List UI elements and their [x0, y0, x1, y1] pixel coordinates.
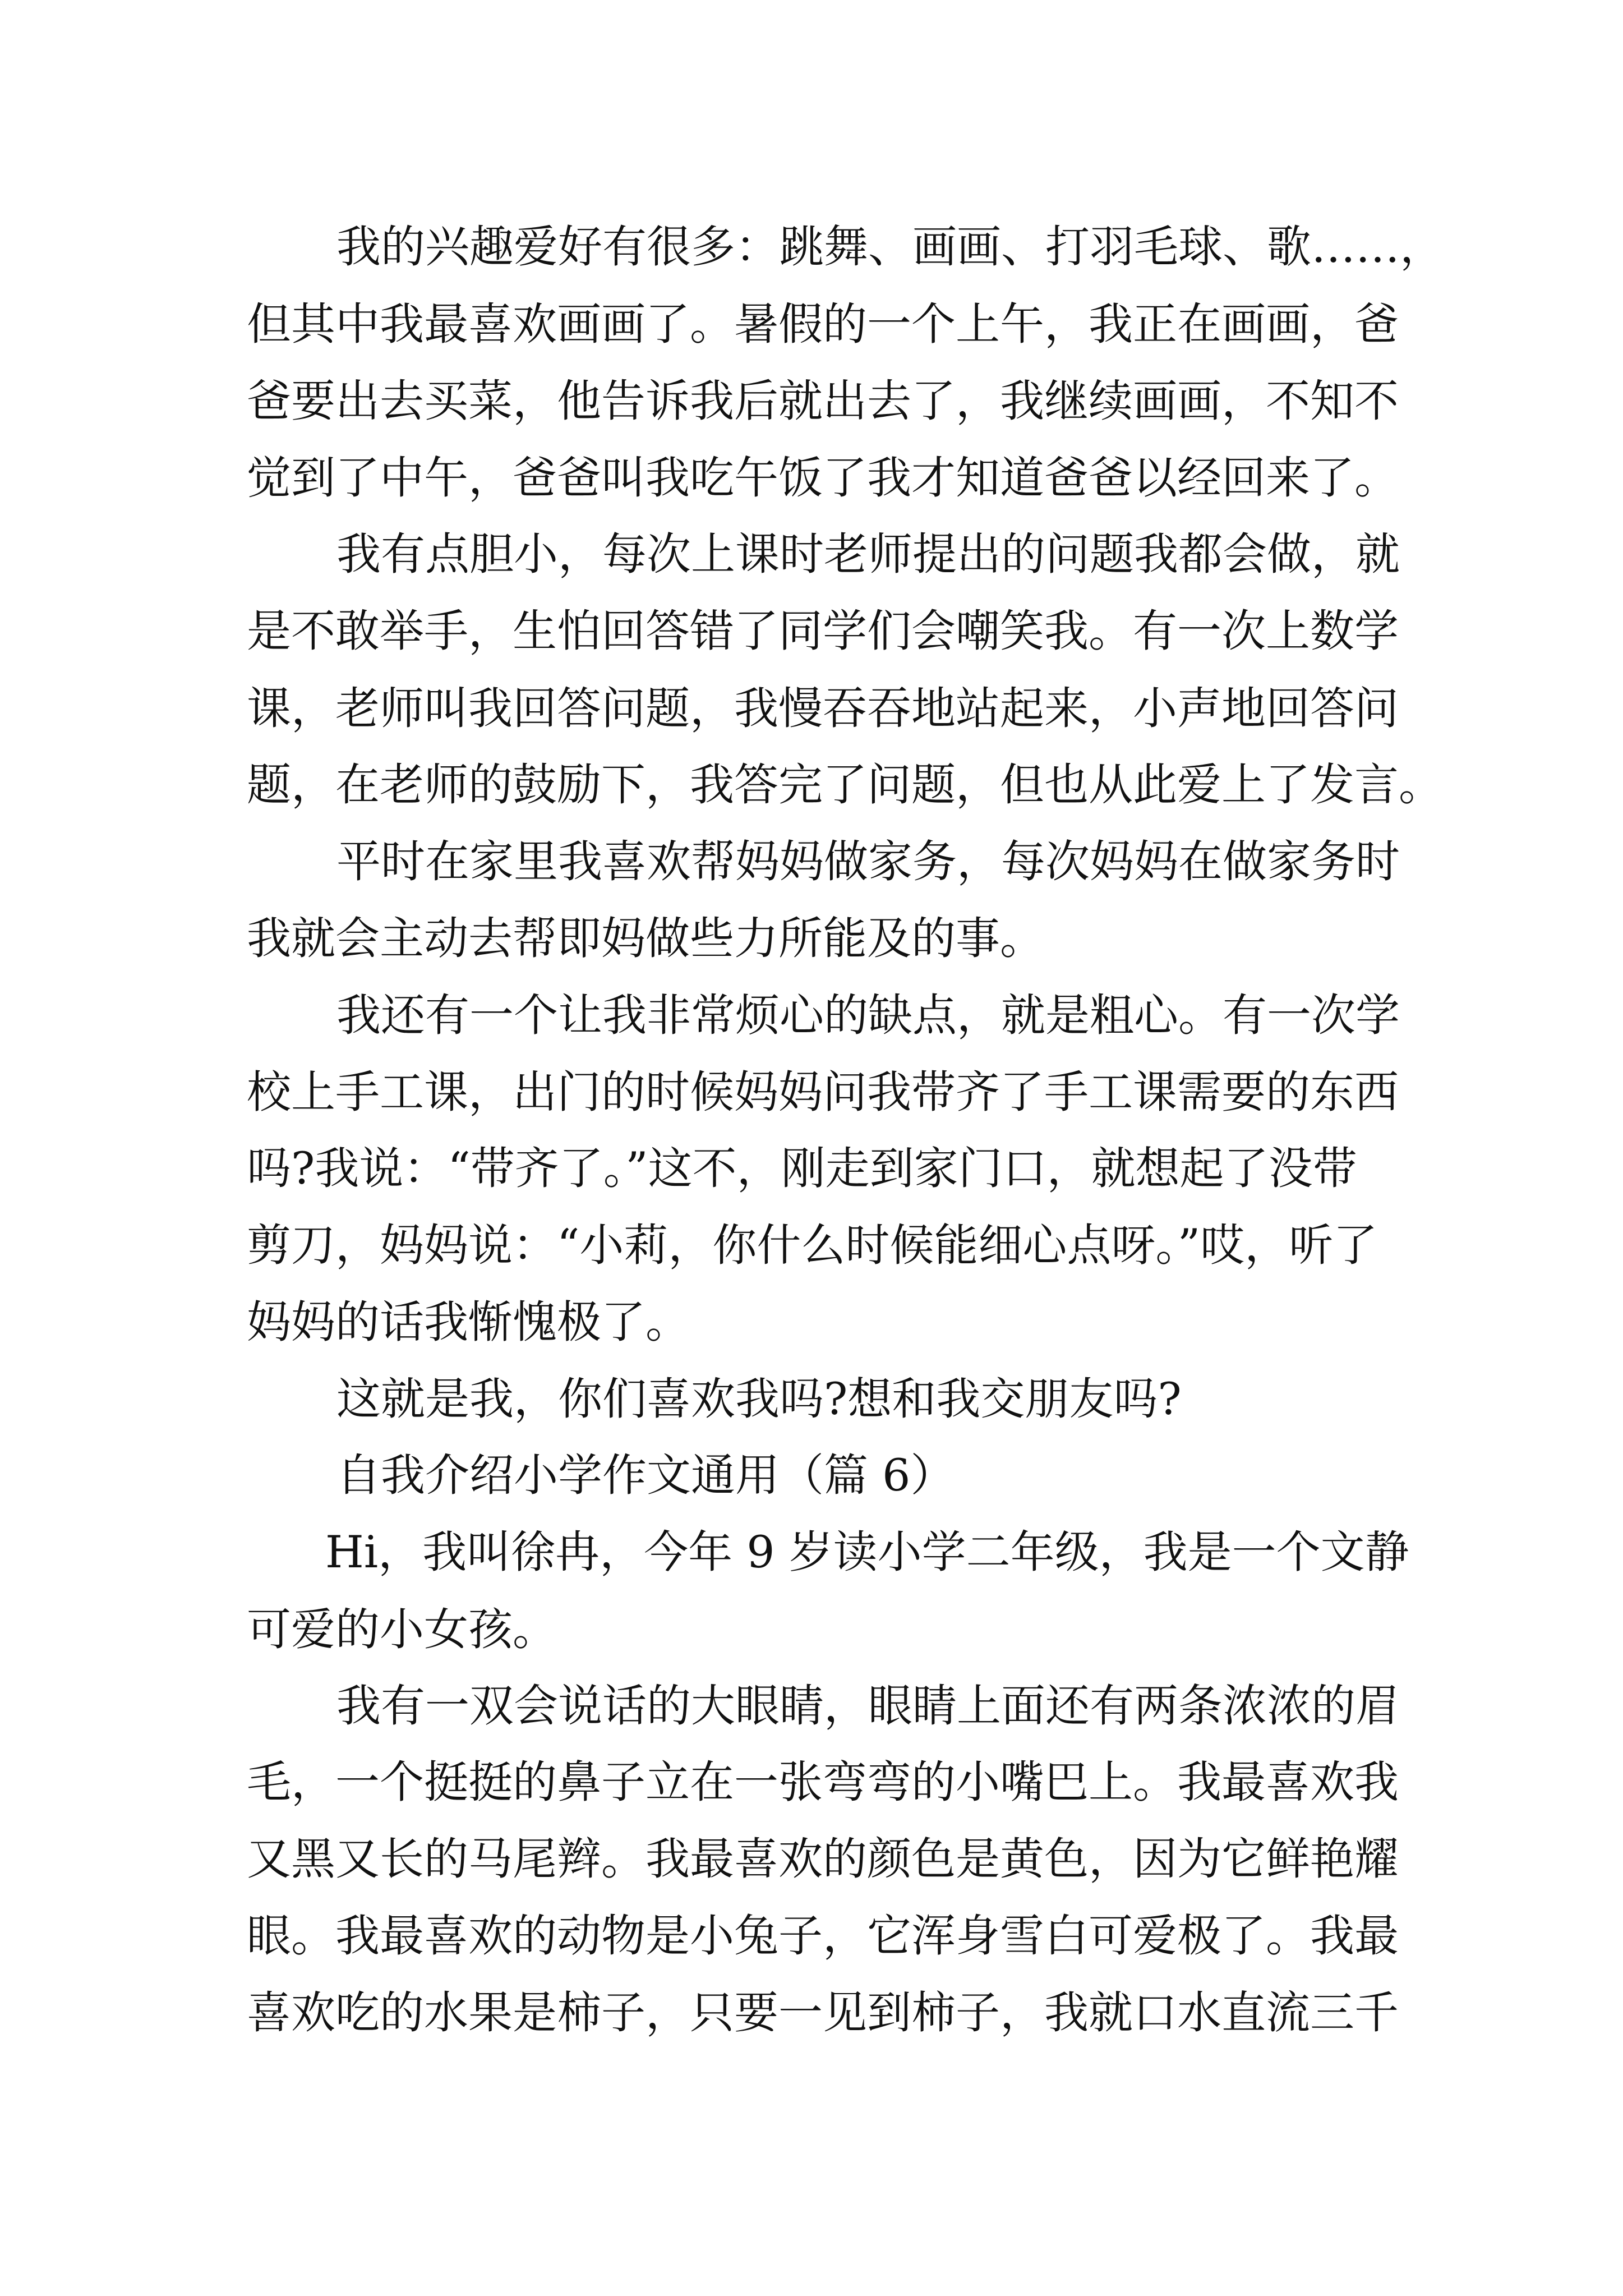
- text-line: 剪刀，妈妈说：“小莉，你什么时候能细心点呀。”哎，听了: [247, 1220, 1378, 1271]
- text-line: 题，在老师的鼓励下，我答完了问题，但也从此爱上了发言。: [247, 759, 1443, 811]
- text-line: Hi，我叫徐冉，今年 9 岁读小学二年级，我是一个文静: [325, 1526, 1409, 1578]
- text-line: 眼。我最喜欢的动物是小兔子，它浑身雪白可爱极了。我最: [247, 1910, 1399, 1962]
- text-line: 课，老师叫我回答问题，我慢吞吞地站起来，小声地回答问: [247, 683, 1399, 734]
- text-line: 吗?我说：“带齐了。”这不，刚走到家门口，就想起了没带: [247, 1143, 1357, 1194]
- text-line: 可爱的小女孩。: [247, 1604, 557, 1655]
- text-line: 我的兴趣爱好有很多：跳舞、画画、打羽毛球、歌……，: [336, 221, 1444, 273]
- text-line: 我就会主动去帮即妈做些力所能及的事。: [247, 913, 1044, 964]
- text-line: 喜欢吃的水果是柿子，只要一见到柿子，我就口水直流三千: [247, 1987, 1399, 2039]
- text-line: 是不敢举手，生怕回答错了同学们会嘲笑我。有一次上数学: [247, 605, 1399, 657]
- text-line: 我有一双会说话的大眼睛，眼睛上面还有两条浓浓的眉: [336, 1680, 1400, 1732]
- text-line: 爸要出去买菜，他告诉我后就出去了，我继续画画，不知不: [247, 375, 1399, 427]
- text-line: 毛，一个挺挺的鼻子立在一张弯弯的小嘴巴上。我最喜欢我: [247, 1756, 1399, 1808]
- text-line: 但其中我最喜欢画画了。暑假的一个上午，我正在画画，爸: [247, 298, 1399, 350]
- text-line: 妈妈的话我惭愧极了。: [247, 1296, 690, 1348]
- section-heading: 自我介绍小学作文通用（篇 6）: [336, 1450, 955, 1501]
- text-line: 平时在家里我喜欢帮妈妈做家务，每次妈妈在做家务时: [336, 836, 1400, 887]
- text-line: 又黑又长的马尾辫。我最喜欢的颜色是黄色，因为它鲜艳耀: [247, 1833, 1399, 1885]
- text-line: 这就是我，你们喜欢我吗?想和我交朋友吗?: [336, 1373, 1182, 1425]
- text-line: 我有点胆小，每次上课时老师提出的问题我都会做，就: [336, 528, 1400, 580]
- text-line: 觉到了中午，爸爸叫我吃午饭了我才知道爸爸以经回来了。: [247, 452, 1399, 504]
- text-line: 校上手工课，出门的时候妈妈问我带齐了手工课需要的东西: [247, 1066, 1399, 1118]
- text-line: 我还有一个让我非常烦心的缺点，就是粗心。有一次学: [336, 990, 1400, 1041]
